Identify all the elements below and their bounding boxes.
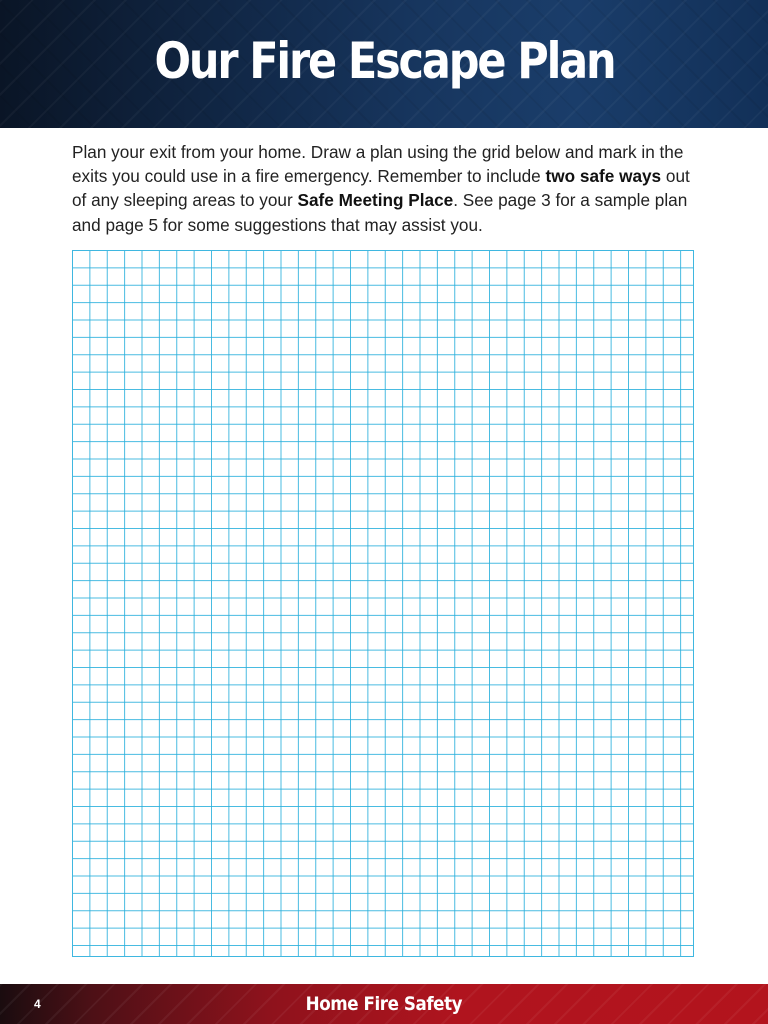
escape-plan-drawing-grid[interactable] <box>72 250 694 957</box>
page-number: 4 <box>34 997 41 1011</box>
intro-bold-two-safe-ways: two safe ways <box>545 166 662 187</box>
intro-text-3: . See page 3 for a sample plan and page 5 for some suggestions that may assist you. <box>72 190 688 235</box>
footer-title <box>0 993 768 1015</box>
intro-bold-safe-meeting-place: Safe Meeting Place <box>297 190 454 211</box>
footer-title-text: Home Fire Safety <box>305 993 463 1015</box>
intro-text-2: out of any sleeping areas to your <box>72 166 690 211</box>
intro-paragraph <box>72 140 702 237</box>
page-title: Our Fire Escape Plan <box>153 32 615 90</box>
intro-text-1: Plan your exit from your home. Draw a plan using the grid below and mark in the exits you could use in a fire emergency. Remember to include <box>72 142 684 187</box>
page-footer-banner <box>0 984 768 1024</box>
page-header-banner <box>0 0 768 128</box>
